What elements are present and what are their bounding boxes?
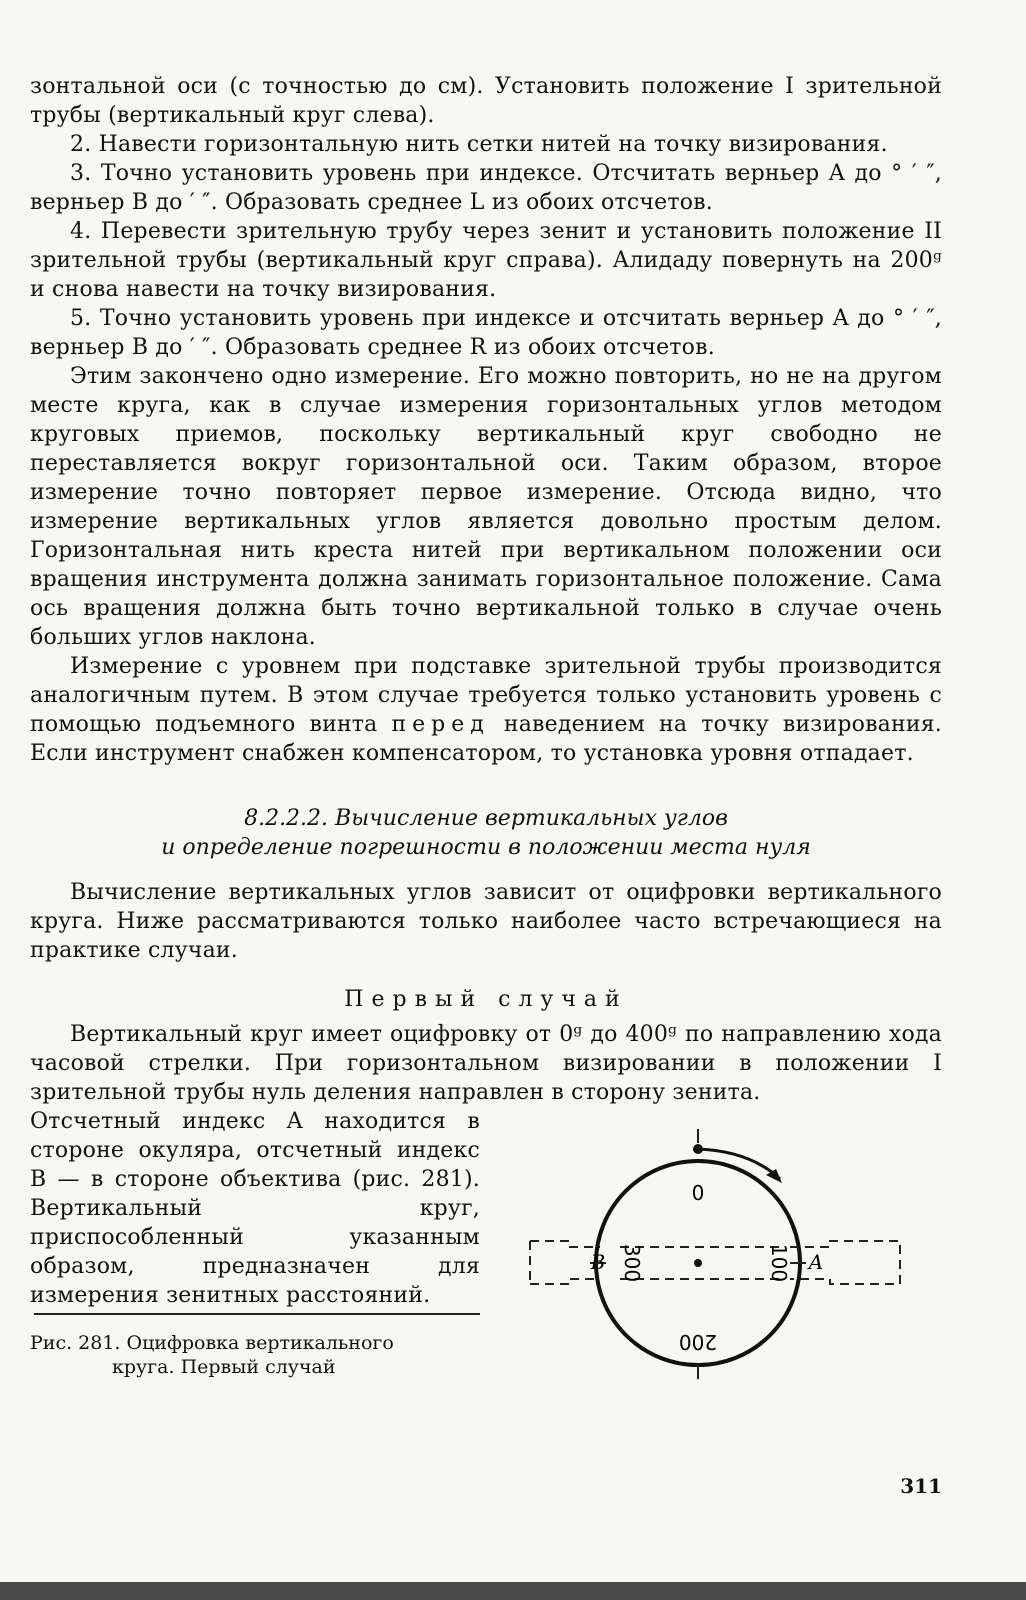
text-paragraph: Отсчетный индекс A находится в стороне окуляра, отсчетный индекс B — в стороне объектива (рис. 281). Вертикальный круг, приспособленный указанным образом, предназначен для измерения зенитных расстояний.	[30, 1109, 480, 1308]
text-paragraph: Вертикальный круг имеет оцифровку от 0ᵍ до 400ᵍ по направлению хода часовой стрелки. При горизонтальном визировании в положении I зрительной трубы нуль деления направлен в сторону зенита.	[30, 1022, 942, 1105]
text-paragraph: Вычисление вертикальных углов зависит от оцифровки вертикального круга. Ниже рассматриваются только наиболее часто встречающиеся на практике случаи.	[30, 880, 942, 963]
text-paragraph: 3. Точно установить уровень при индексе. Отсчитать верньер A до ° ′ ″, верньер B до ′ ″. Образовать среднее L из обоих отсчетов.	[30, 161, 942, 215]
caption-rule	[34, 1313, 480, 1315]
caption-line: круга. Первый случай	[112, 1356, 336, 1378]
center-dot	[694, 1259, 702, 1267]
label-a: A	[808, 1250, 824, 1274]
text-paragraph: зонтальной оси (с точностью до см). Установить положение I зрительной трубы (вертикальный круг слева).	[30, 74, 942, 128]
text-run: Измерение с уровнем при подставке зрительной трубы производится аналогичным путем. В этом случае требуется только установить уровень с помощью подъемного винта	[30, 654, 942, 737]
text-paragraph: 2. Навести горизонтальную нить сетки нитей на точку визирования.	[70, 132, 888, 157]
section-heading-line: 8.2.2.2. Вычисление вертикальных углов	[244, 806, 728, 831]
left-column	[30, 1107, 480, 1310]
label-200: 200	[678, 1330, 718, 1354]
text-paragraph: 4. Перевести зрительную трубу через зенит и установить положение II зрительной трубы (вертикальный круг справа). Алидаду повернуть на 200ᵍ и снова навести на точку визирования.	[30, 219, 942, 302]
caption-line: Рис. 281. Оцифровка вертикального	[30, 1332, 394, 1354]
page-body	[30, 72, 942, 1527]
section-heading-line: и определение погрешности в положении места нуля	[161, 835, 811, 860]
text-paragraph	[30, 652, 942, 768]
figure-caption	[30, 1331, 486, 1379]
scan-border	[0, 1582, 1026, 1600]
label-100: 100	[767, 1243, 791, 1283]
case-title: Первый случай	[344, 987, 628, 1012]
figure-row	[30, 1107, 942, 1527]
text-paragraph: Этим закончено одно измерение. Его можно повторить, но не на другом месте круга, как в случае измерения горизонтальных углов методом круговых приемов, поскольку вертикальный круг свободно не переставляется вокруг горизонтальной оси. Таким образом, второе измерение точно повторяет первое измерение. Отсюда видно, что измерение вертикальных углов является довольно простым делом. Горизонтальная нить креста нитей при вертикальном положении оси вращения инструмента должна занимать горизонтальное положение. Сама ось вращения должна быть точно вертикальной только в случае очень больших углов наклона.	[30, 364, 942, 650]
vertical-circle-diagram	[500, 1129, 940, 1389]
spaced-word: перед	[391, 712, 490, 737]
page-number: 311	[900, 1474, 942, 1498]
label-b: B	[590, 1250, 606, 1274]
text-paragraph: 5. Точно установить уровень при индексе и отсчитать верньер A до ° ′ ″, верньер B до ′ ″. Образовать среднее R из обоих отсчетов.	[30, 306, 942, 360]
label-0: 0	[691, 1180, 705, 1204]
label-300: 300	[620, 1243, 644, 1283]
section-heading	[30, 804, 942, 862]
text-run: наведением на точку визирования. Если инструмент снабжен компенсатором, то установка уровня отпадает.	[30, 712, 942, 766]
telescope-outline	[530, 1241, 900, 1284]
